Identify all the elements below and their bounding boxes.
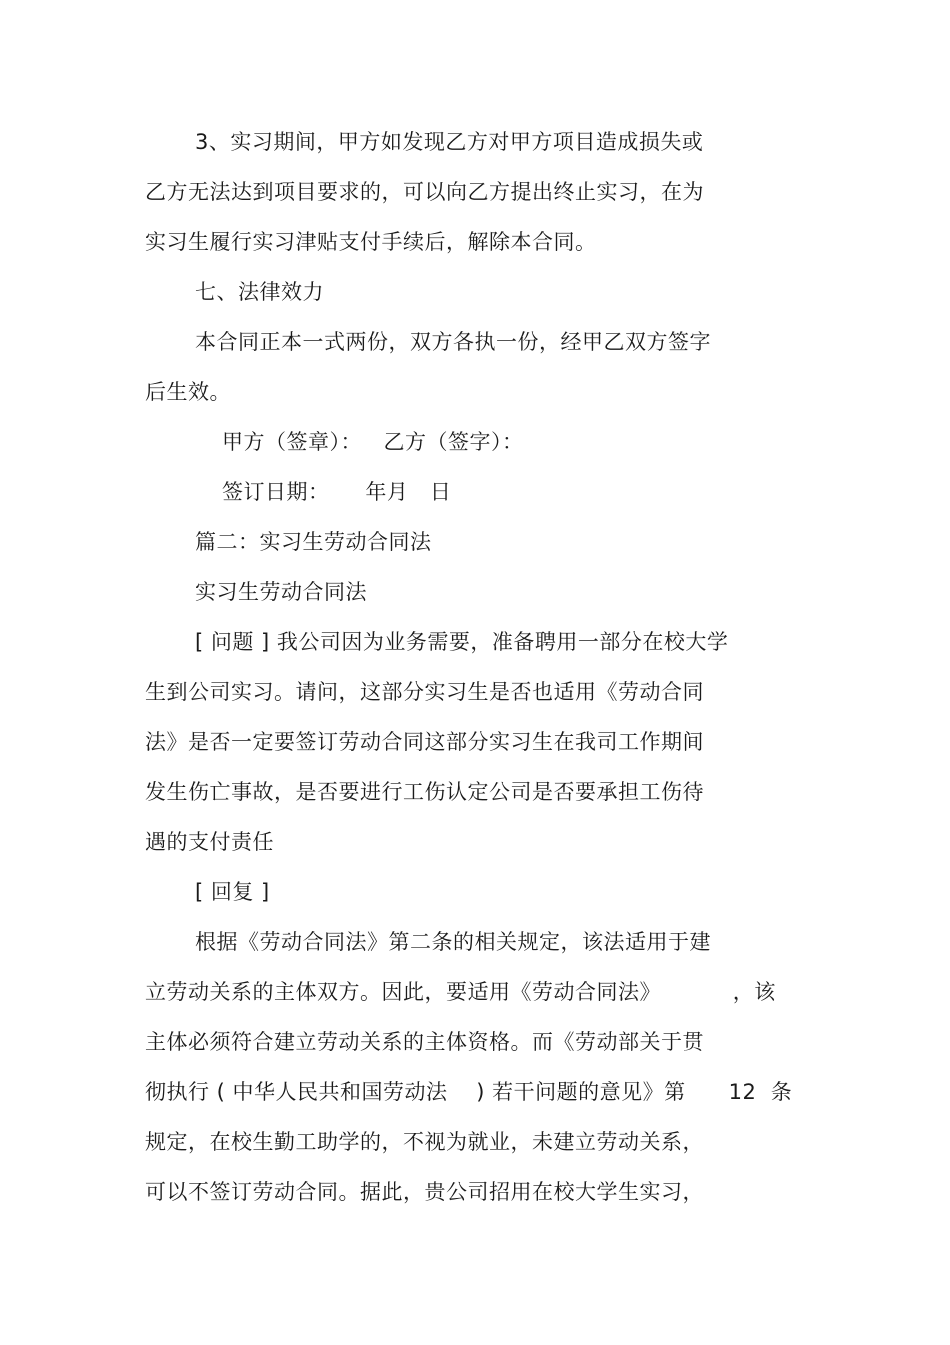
paragraph-line: 根据《劳动合同法》第二条的相关规定，该法适用于建: [195, 930, 711, 954]
document-title: 实习生劳动合同法: [195, 580, 367, 604]
paragraph-line: 3、实习期间，甲方如发现乙方对甲方项目造成损失或: [195, 130, 704, 154]
paragraph-line: 本合同正本一式两份，双方各执一份，经甲乙双方签字: [195, 330, 711, 354]
paragraph-line: 后生效。: [145, 380, 231, 404]
chapter-title: 篇二：实习生劳动合同法: [195, 530, 432, 554]
paragraph-line: 立劳动关系的主体双方。因此，要适用《劳动合同法》 ，该: [145, 980, 776, 1004]
date-line: 签订日期： 年月 日: [222, 480, 452, 504]
paragraph-line: 遇的支付责任: [145, 830, 274, 854]
paragraph-line: 可以不签订劳动合同。据此，贵公司招用在校大学生实习，: [145, 1180, 704, 1204]
paragraph-line: 乙方无法达到项目要求的，可以向乙方提出终止实习，在为: [145, 180, 704, 204]
reply-heading: [ 回复 ]: [195, 880, 270, 904]
paragraph-line: 发生伤亡事故，是否要进行工伤认定公司是否要承担工伤待: [145, 780, 704, 804]
signature-line: 甲方（签章）： 乙方（签字）：: [222, 430, 524, 454]
section-heading: 七、法律效力: [195, 280, 324, 304]
paragraph-line: 主体必须符合建立劳动关系的主体资格。而《劳动部关于贯: [145, 1030, 704, 1054]
paragraph-line: 法》是否一定要签订劳动合同这部分实习生在我司工作期间: [145, 730, 704, 754]
paragraph-line: [ 问题 ] 我公司因为业务需要，准备聘用一部分在校大学: [195, 630, 729, 654]
paragraph-line: 实习生履行实习津贴支付手续后，解除本合同。: [145, 230, 597, 254]
paragraph-line: 彻执行 ( 中华人民共和国劳动法 ) 若干问题的意见》第 12 条: [145, 1080, 793, 1104]
paragraph-line: 生到公司实习。请问，这部分实习生是否也适用《劳动合同: [145, 680, 704, 704]
paragraph-line: 规定，在校生勤工助学的，不视为就业，未建立劳动关系，: [145, 1130, 704, 1154]
